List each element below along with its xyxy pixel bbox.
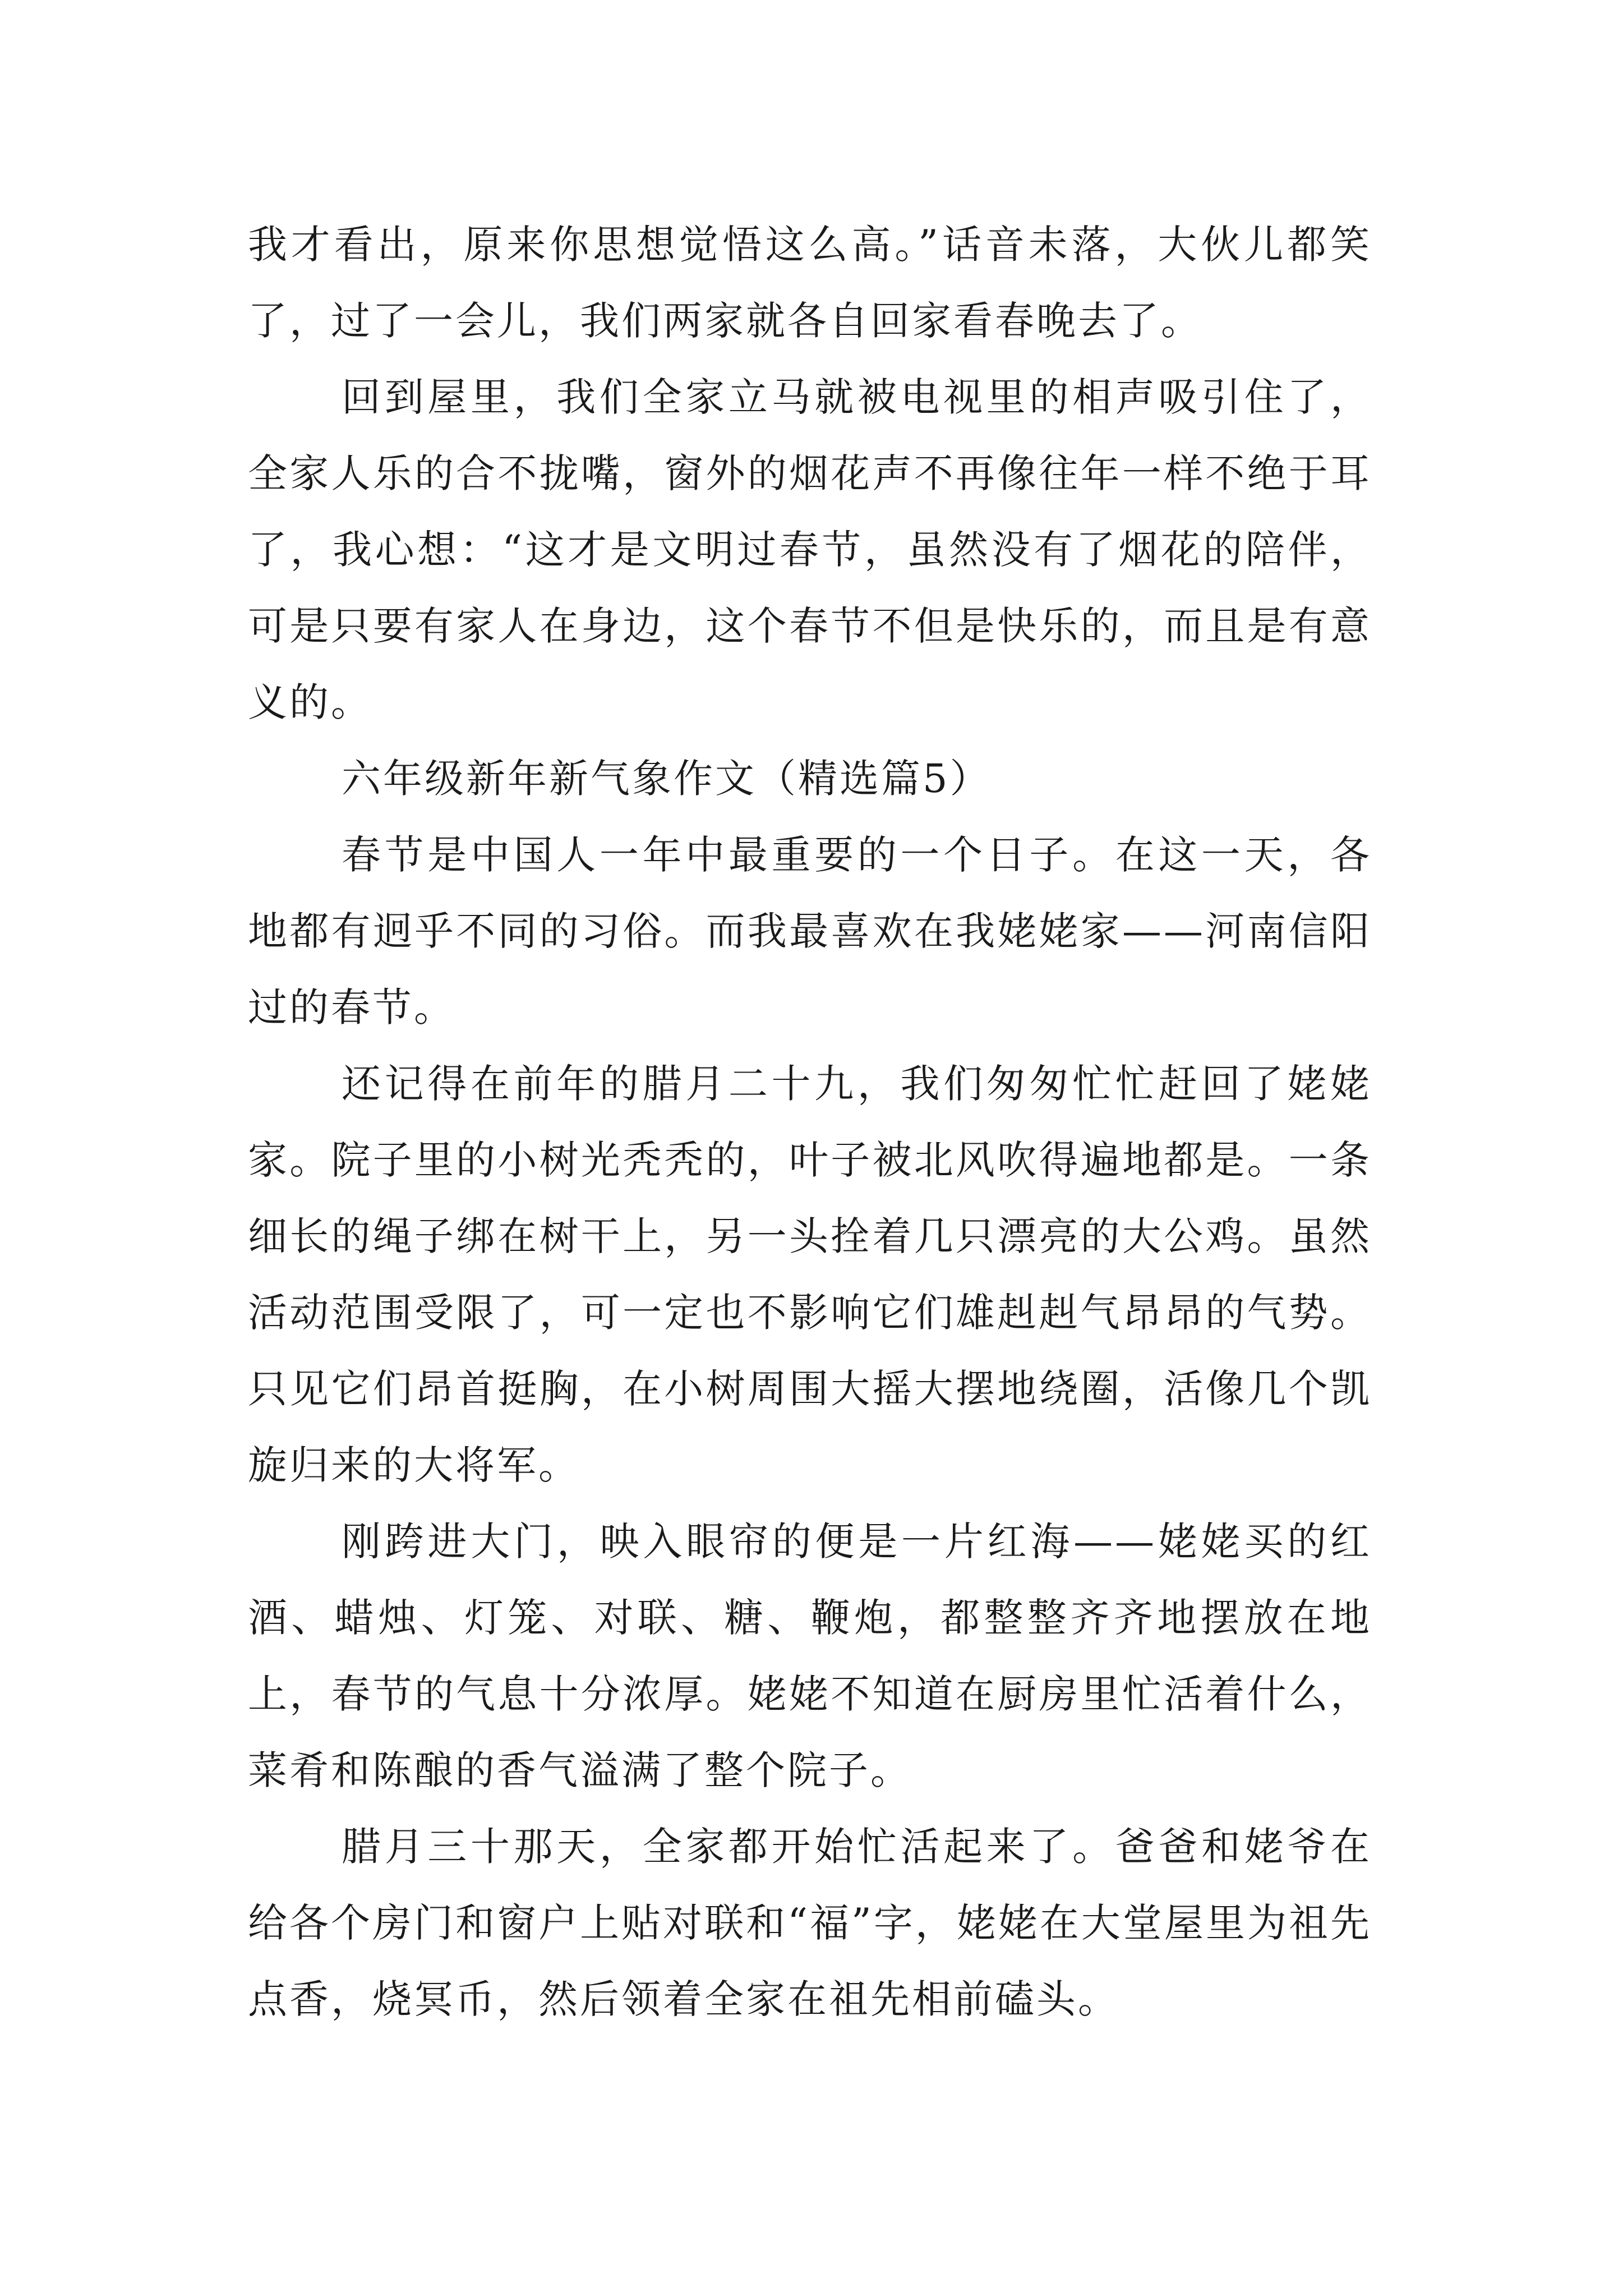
paragraph-back-home: 回到屋里，我们全家立马就被电视里的相声吸引住了，全家人乐的合不拢嘴，窗外的烟花声不再像往年一样不绝于耳了，我心想：“这才是文明过春节，虽然没有了烟花的陪伴，可是只要有家人在身边，这个春节不但是快乐的，而且是有意义的。	[248, 374, 1372, 725]
paragraph-courtyard: 还记得在前年的腊月二十九，我们匆匆忙忙赶回了姥姥家。院子里的小树光秃秃的，叶子被北风吹得遍地都是。一条细长的绳子绑在树干上，另一头拴着几只漂亮的大公鸡。虽然活动范围受限了，可一定也不影响它们雄赳赳气昂昂的气势。只见它们昂首挺胸，在小树周围大摇大摆地绕圈，活像几个凯旋归来的大将军。	[248, 1061, 1372, 1488]
paragraph-new-years-eve: 腊月三十那天，全家都开始忙活起来了。爸爸和姥爷在给各个房门和窗户上贴对联和“福”字，姥姥在大堂屋里为祖先点香，烧冥币，然后领着全家在祖先相前磕头。	[248, 1824, 1372, 2022]
paragraph-continuation: 我才看出，原来你思想觉悟这么高。”话音未落，大伙儿都笑了，过了一会儿，我们两家就各自回家看春晚去了。	[248, 222, 1372, 344]
document-body	[248, 206, 1372, 2037]
essay-heading: 六年级新年新气象作文（精选篇5）	[342, 756, 992, 802]
paragraph-spring-festival-intro: 春节是中国人一年中最重要的一个日子。在这一天，各地都有迥乎不同的习俗。而我最喜欢在我姥姥家——河南信阳过的春节。	[248, 832, 1372, 1030]
paragraph-red-sea: 刚跨进大门，映入眼帘的便是一片红海——姥姥买的红酒、蜡烛、灯笼、对联、糖、鞭炮，都整整齐齐地摆放在地上，春节的气息十分浓厚。姥姥不知道在厨房里忙活着什么，菜肴和陈酿的香气溢满了整个院子。	[248, 1519, 1372, 1793]
